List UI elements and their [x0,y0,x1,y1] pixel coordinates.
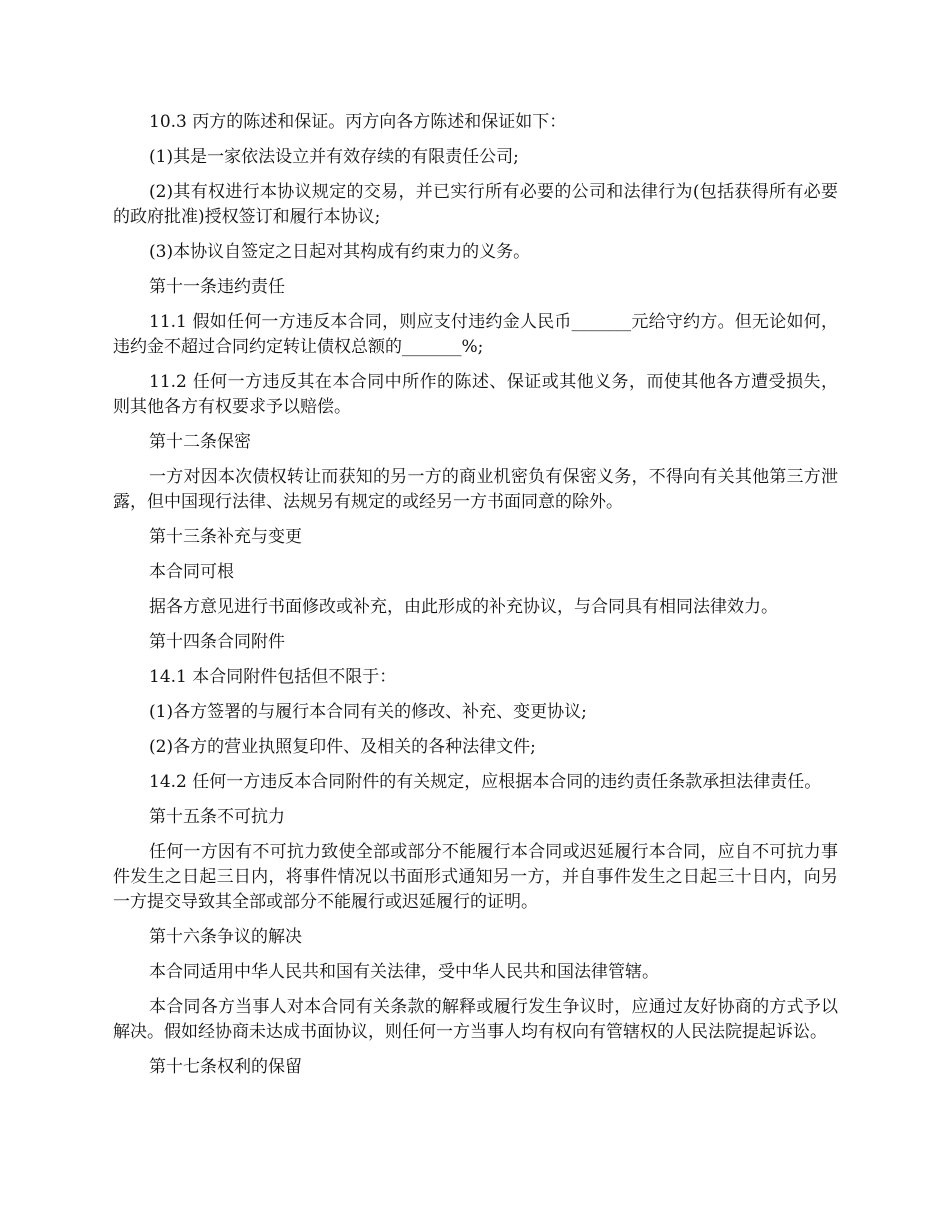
article-13-title: 第十三条补充与变更 [149,527,302,547]
clause-14-1-item-1: (1)各方签署的与履行本合同有关的修改、补充、变更协议; [149,702,587,722]
clause-14-1-item-2: (2)各方的营业执照复印件、及相关的各种法律文件; [149,737,536,757]
document-body [113,110,838,1090]
article-12-title: 第十二条保密 [149,432,251,452]
article-16-body-2: 本合同各方当事人对本合同有关条款的解释或履行发生争议时，应通过友好协商的方式予以解决。假如经协商未达成书面协议，则任何一方当事人均有权向有管辖权的人民法院提起诉讼。 [113,997,838,1042]
article-12-body: 一方对因本次债权转让而获知的另一方的商业机密负有保密义务，不得向有关其他第三方泄露，但中国现行法律、法规另有规定的或经另一方书面同意的除外。 [113,467,838,512]
clause-10-3-item-1: (1)其是一家依法设立并有效存续的有限责任公司; [149,147,519,167]
article-15-body: 任何一方因有不可抗力致使全部或部分不能履行本合同或迟延履行本合同，应自不可抗力事件发生之日起三日内，将事件情况以书面形式通知另一方，并自事件发生之日起三十日内，向另一方提交导致其全部或部分不能履行或迟延履行的证明。 [113,842,838,912]
article-16-title: 第十六条争议的解决 [149,927,302,947]
article-13-body-part-2: 据各方意见进行书面修改或补充，由此形成的补充协议，与合同具有相同法律效力。 [149,597,778,617]
article-16-body-1: 本合同适用中华人民共和国有关法律，受中华人民共和国法律管辖。 [149,962,659,982]
clause-11-1: 11.1 假如任何一方违反本合同，则应支付违约金人民币_______元给守约方。但无论如何，违约金不超过合同约定转让债权总额的_______%; [113,312,838,357]
article-11-title: 第十一条违约责任 [149,277,285,297]
article-13-body-part-1: 本合同可根 [149,562,234,582]
article-15-title: 第十五条不可抗力 [149,807,285,827]
clause-10-3-heading: 10.3 丙方的陈述和保证。丙方向各方陈述和保证如下： [149,112,567,132]
clause-10-3-item-3: (3)本协议自签定之日起对其构成有约束力的义务。 [149,242,531,262]
article-14-title: 第十四条合同附件 [149,632,285,652]
article-17-title: 第十七条权利的保留 [149,1057,302,1077]
clause-10-3-item-2: (2)其有权进行本协议规定的交易，并已实行所有必要的公司和法律行为(包括获得所有必要的政府批准)授权签订和履行本协议; [113,182,838,227]
clause-14-2: 14.2 任何一方违反本合同附件的有关规定，应根据本合同的违约责任条款承担法律责任。 [149,772,822,792]
clause-11-2: 11.2 任何一方违反其在本合同中所作的陈述、保证或其他义务，而使其他各方遭受损失，则其他各方有权要求予以赔偿。 [113,372,838,417]
clause-14-1: 14.1 本合同附件包括但不限于： [149,667,397,687]
